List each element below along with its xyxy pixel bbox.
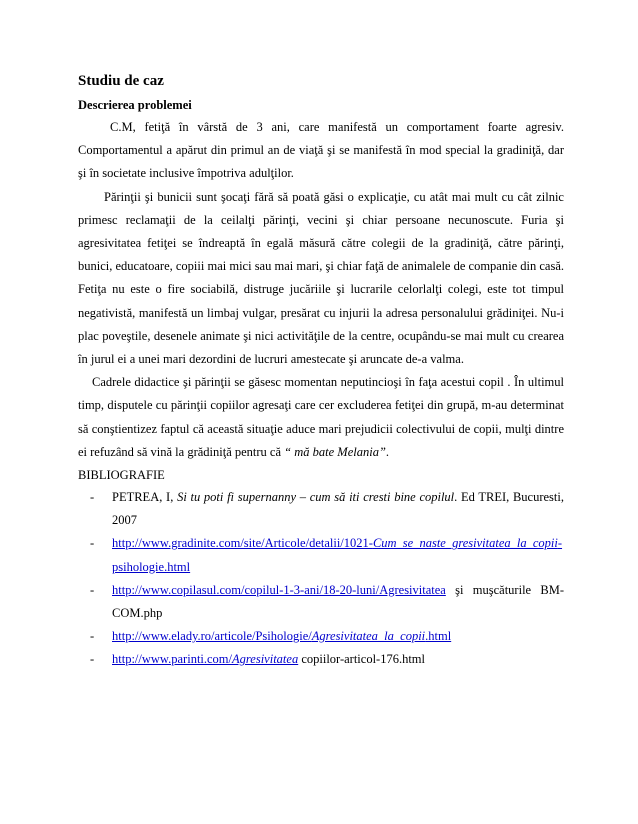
- list-dash: -: [90, 629, 95, 644]
- paragraph-3-quote: “ mă bate Melania”: [284, 444, 386, 459]
- paragraph-3-end: .: [385, 444, 390, 459]
- bibliography-link-suffix: şi muşcăturile BM-COM.php: [112, 582, 564, 621]
- list-dash: -: [90, 582, 95, 597]
- bibliography-item: [78, 625, 564, 648]
- bibliography-item: [78, 648, 564, 671]
- document-page: [78, 70, 564, 672]
- link-text[interactable]: http://www.gradinite.com/site/Articole/detalii/1021-: [112, 536, 373, 551]
- bibliography-link[interactable]: [112, 536, 562, 573]
- link-text[interactable]: http://www.parinti.com/: [112, 652, 233, 667]
- link-text[interactable]: http://www.elady.ro/articole/Psihologie/: [112, 629, 312, 644]
- list-dash: -: [90, 652, 95, 667]
- link-text-italic[interactable]: Agresivitatea_la_copii: [311, 629, 426, 644]
- paragraph-3-text: Cadrele didactice şi părinţii se găsesc momentan neputincioşi în faţa acestui copil . În ultimul timp, disputele cu părinţii copiilor agresaţi care cer excluderea fetiţei din grupă, m-au determinat să conştientizez faptul că această situaţie aduce mari prejudicii colectivului de copii, mulţi dintre ei refuzând să vină la grădiniţă pentru că: [78, 375, 564, 459]
- paragraph-1: C.M, fetiţă în vârstă de 3 ani, care manifestă un comportament foarte agresiv. Comportamentul a apărut din primul an de viaţă şi se manifestă în mod special la gradiniţă, dar şi în societate inclusive împotriva adulţilor.: [78, 120, 564, 181]
- bibliography-heading: BIBLIOGRAFIE: [78, 468, 165, 483]
- bibliography-publisher: . Ed TREI, Bucuresti, 2007: [112, 490, 564, 528]
- bibliography-item: [78, 579, 564, 625]
- link-text-tail[interactable]: -psihologie.html: [112, 536, 563, 574]
- link-text-italic[interactable]: Cum_se_naste_gresivitatea_la_copii: [372, 536, 558, 551]
- paragraph-3: [78, 371, 564, 464]
- bibliography-work-title: Si tu poti fi supernanny – cum să iti cresti bine copilul: [177, 490, 455, 505]
- list-dash: -: [90, 490, 95, 505]
- section-heading: Descrierea problemei: [78, 98, 192, 112]
- bibliography-link[interactable]: http://www.copilasul.com/copilul-1-3-ani/18-20-luni/Agresivitatea: [112, 582, 446, 597]
- bibliography-item: [78, 486, 564, 532]
- bibliography-item: [78, 532, 564, 578]
- paragraph-2: Părinţii şi bunicii sunt şocaţi fără să poată găsi o explicaţie, cu atât mai mult cu cât zilnic primesc reclamaţii de la ceilalţi părinţi, vecini şi chiar persoane necunoscute. Furia şi agresivitatea fetiţei se îndreaptă în egală măsură către colegii de la gradiniţă, către părinţi, bunici, educatoare, copiii mai mici sau mai mari, şi chiar faţă de animalele de companie din casă. Fetiţa nu este o fire sociabilă, distruge jucăriile şi lucrarile celorlalţi colegi, este tot timpul negativistă, manifestă un limbaj vulgar, presărat cu injurii la adresa personalului grădiniţei. Nu-i plac poveştile, desenele animate şi nici activităţile de la centre, ocupându-se mai mult cu crearea în jurul ei a unei mari dezordini de lucruri amestecate şi aruncate de-a valma.: [78, 189, 564, 367]
- bibliography-list: [78, 486, 564, 672]
- link-text-italic[interactable]: Agresivitatea: [232, 652, 299, 667]
- bibliography-link[interactable]: [112, 652, 298, 666]
- bibliography-link-suffix: copiilor-articol-176.html: [298, 652, 426, 667]
- list-dash: -: [90, 536, 95, 551]
- bibliography-author: PETREA, I,: [112, 490, 178, 505]
- bibliography-link[interactable]: [112, 629, 451, 643]
- link-text-tail[interactable]: .html: [425, 629, 452, 644]
- document-title: Studiu de caz: [78, 73, 164, 89]
